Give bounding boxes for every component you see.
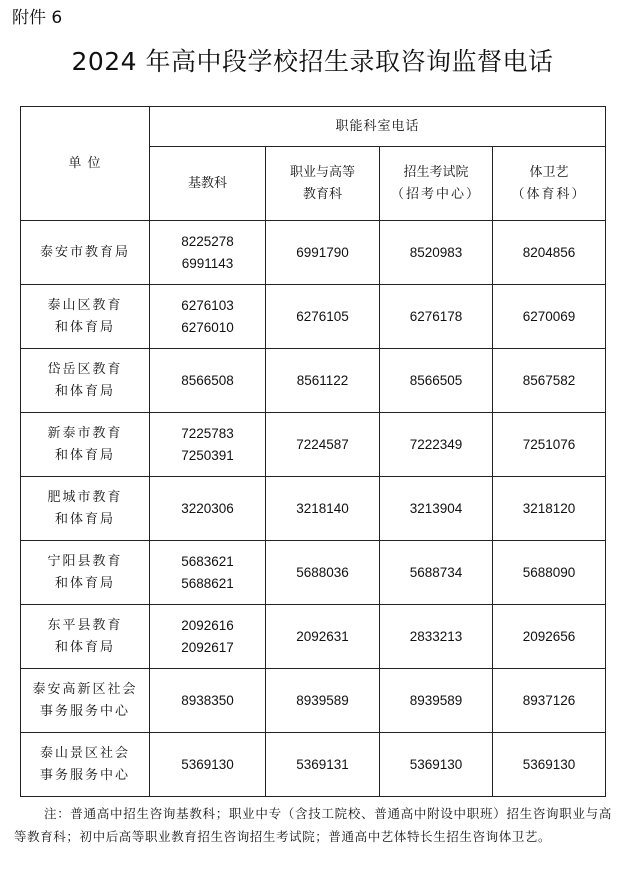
phone-number: 7250391 [181, 447, 234, 463]
unit-cell [21, 349, 150, 413]
zhiye-phone-cell: 3218140 [266, 477, 380, 541]
zhiye-phone-cell: 6276105 [266, 285, 380, 349]
zhiye-phone-cell: 8561122 [266, 349, 380, 413]
zhaokao-phone-cell: 8566505 [380, 349, 493, 413]
phone-number: 6991143 [181, 255, 234, 271]
zhiye-phone-cell: 8939589 [266, 669, 380, 733]
zhiye-phone-cell: 6991790 [266, 221, 380, 285]
zhaokao-phone-cell: 2833213 [380, 605, 493, 669]
tiweiyi-phone-cell: 3218120 [493, 477, 606, 541]
jijiao-phone-cell [150, 477, 266, 541]
zhaokao-phone-cell: 3213904 [380, 477, 493, 541]
table-row [21, 221, 606, 285]
phone-number: 7225783 [181, 425, 234, 441]
column-header-zhaokao [380, 147, 493, 221]
footnote: 注：普通高中招生咨询基教科；职业中专（含技工院校、普通高中附设中职班）招生咨询职业与高等教育科；初中后高等职业教育招生咨询招生考试院；普通高中艺体特长生招生咨询体卫艺。 [14, 806, 612, 844]
tiweiyi-phone-cell: 8937126 [493, 669, 606, 733]
unit-name-line: 泰山景区社会 [39, 745, 130, 761]
table-body [21, 221, 606, 797]
unit-name-line: 和体育局 [54, 511, 115, 527]
unit-column-header: 单 位 [21, 107, 150, 221]
table-row [21, 349, 606, 413]
unit-name-line: 泰山区教育 [47, 297, 123, 313]
unit-name-line: 和体育局 [54, 319, 115, 335]
zhiye-phone-cell: 7224587 [266, 413, 380, 477]
unit-cell [21, 221, 150, 285]
unit-cell [21, 605, 150, 669]
phone-number: 3220306 [181, 500, 234, 516]
unit-name-line: 和体育局 [54, 639, 115, 655]
jijiao-phone-cell [150, 285, 266, 349]
department-group-header: 职能科室电话 [150, 107, 606, 147]
table-row [21, 285, 606, 349]
unit-cell [21, 477, 150, 541]
jijiao-phone-cell [150, 733, 266, 797]
zhiye-phone-cell: 5688036 [266, 541, 380, 605]
table-row [21, 605, 606, 669]
phone-number: 6276010 [181, 319, 234, 335]
unit-name-line: 宁阳县教育 [47, 553, 123, 569]
zhaokao-phone-cell: 8939589 [380, 669, 493, 733]
column-header-label: 招生考试院 [403, 164, 469, 180]
jijiao-phone-cell [150, 669, 266, 733]
phone-number: 6276103 [181, 297, 234, 313]
unit-name-line: 肥城市教育 [47, 489, 123, 505]
tiweiyi-phone-cell: 8567582 [493, 349, 606, 413]
tiweiyi-phone-cell: 8204856 [493, 221, 606, 285]
column-header-sub: （体育科） [511, 186, 587, 202]
unit-cell [21, 541, 150, 605]
table-row [21, 733, 606, 797]
column-header-zhiye [266, 147, 380, 221]
phone-number: 8938350 [181, 692, 234, 708]
phone-number: 2092616 [181, 617, 234, 633]
jijiao-phone-cell [150, 413, 266, 477]
tiweiyi-phone-cell: 5688090 [493, 541, 606, 605]
phone-number: 2092617 [181, 639, 234, 655]
column-header-jijiao [150, 147, 266, 221]
unit-name-line: 和体育局 [54, 575, 115, 591]
zhiye-phone-cell: 5369131 [266, 733, 380, 797]
column-header-label: 基教科 [187, 175, 227, 191]
zhiye-phone-cell: 2092631 [266, 605, 380, 669]
column-header-sub: （招考中心） [390, 186, 481, 202]
phone-number: 8225278 [181, 233, 234, 249]
zhaokao-phone-cell: 8520983 [380, 221, 493, 285]
unit-name-line: 东平县教育 [47, 617, 123, 633]
unit-name-line: 和体育局 [54, 447, 115, 463]
zhaokao-phone-cell: 6276178 [380, 285, 493, 349]
jijiao-phone-cell [150, 349, 266, 413]
unit-name-line: 事务服务中心 [39, 703, 130, 719]
unit-name-line: 事务服务中心 [39, 767, 130, 783]
unit-name-line: 新泰市教育 [47, 425, 123, 441]
column-header-label: 体卫艺 [529, 164, 569, 180]
column-header-sub: 教育科 [302, 186, 342, 202]
zhaokao-phone-cell: 5369130 [380, 733, 493, 797]
table-row [21, 413, 606, 477]
table-row [21, 541, 606, 605]
tiweiyi-phone-cell: 6270069 [493, 285, 606, 349]
unit-name-line: 泰安高新区社会 [32, 681, 138, 697]
tiweiyi-phone-cell: 2092656 [493, 605, 606, 669]
attachment-label: 附件 6 [12, 8, 63, 28]
tiweiyi-phone-cell: 5369130 [493, 733, 606, 797]
unit-cell [21, 733, 150, 797]
page-title: 2024 年高中段学校招生录取咨询监督电话 [71, 47, 554, 76]
phone-number: 8566508 [181, 372, 234, 388]
zhaokao-phone-cell: 5688734 [380, 541, 493, 605]
table-row [21, 477, 606, 541]
unit-name-line: 岱岳区教育 [47, 361, 123, 377]
zhaokao-phone-cell: 7222349 [380, 413, 493, 477]
unit-cell [21, 669, 150, 733]
phone-number: 5683621 [181, 553, 234, 569]
unit-cell [21, 285, 150, 349]
unit-name-line: 泰安市教育局 [39, 244, 130, 260]
unit-name-line: 和体育局 [54, 383, 115, 399]
column-header-tiweiyi [493, 147, 606, 221]
phone-number: 5369130 [181, 756, 234, 772]
jijiao-phone-cell [150, 605, 266, 669]
table-row [21, 669, 606, 733]
tiweiyi-phone-cell: 7251076 [493, 413, 606, 477]
phone-number: 5688621 [181, 575, 234, 591]
column-header-label: 职业与高等 [289, 164, 355, 180]
jijiao-phone-cell [150, 541, 266, 605]
jijiao-phone-cell [150, 221, 266, 285]
phone-directory-table [20, 106, 606, 797]
unit-cell [21, 413, 150, 477]
